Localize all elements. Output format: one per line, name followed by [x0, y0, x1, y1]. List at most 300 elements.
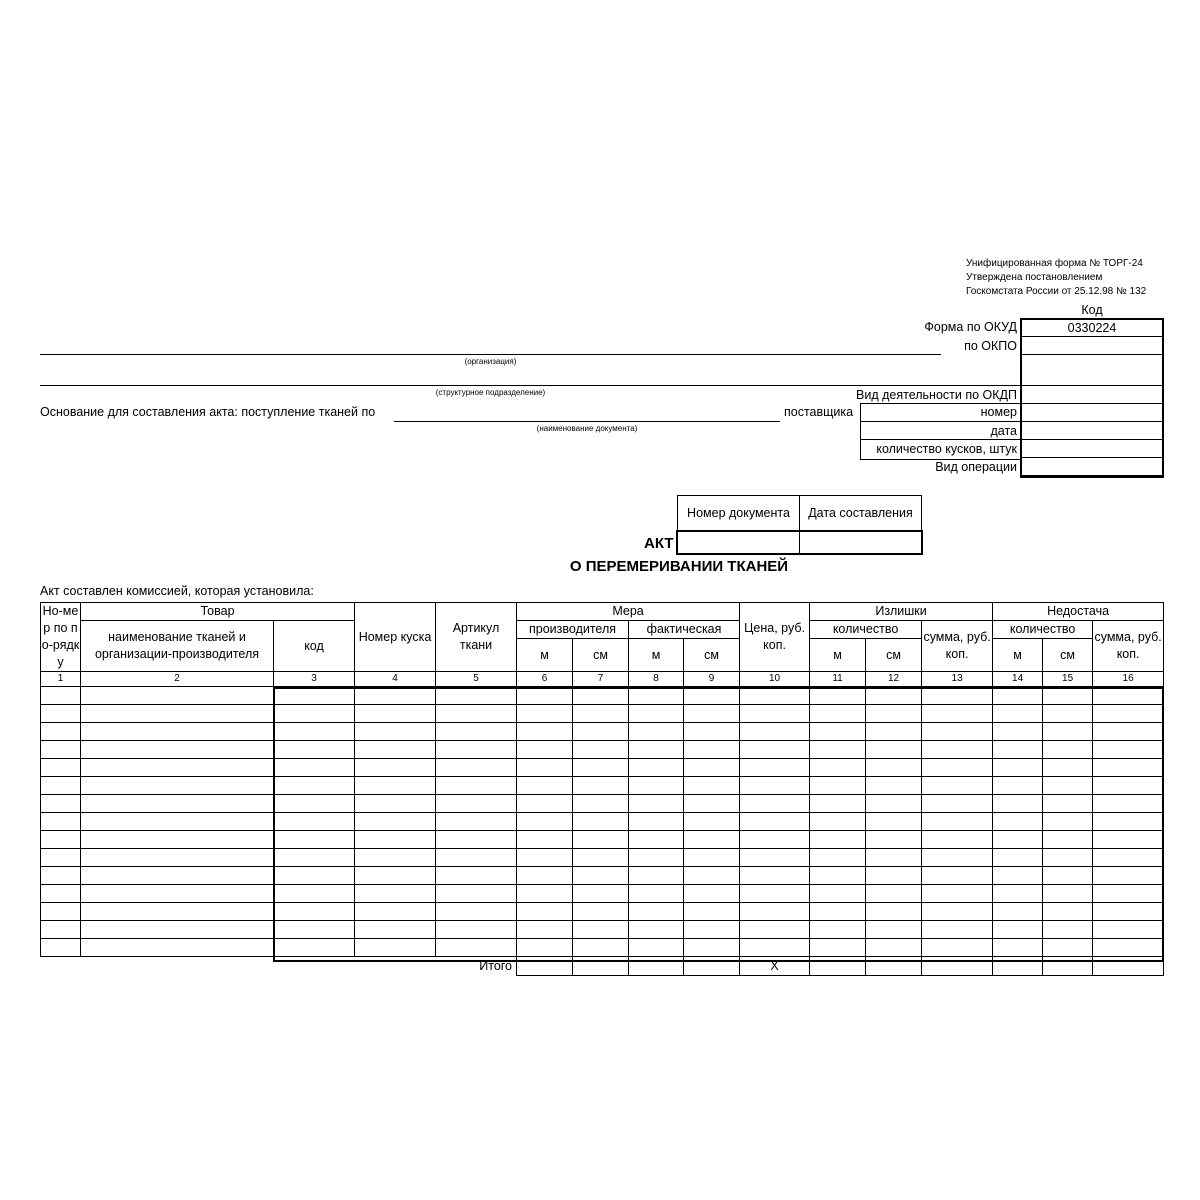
table-cell[interactable]: [810, 903, 866, 921]
table-cell[interactable]: [922, 831, 993, 849]
table-cell[interactable]: [684, 741, 740, 759]
date-code-cell[interactable]: [1022, 422, 1163, 440]
table-cell[interactable]: [810, 849, 866, 867]
table-cell[interactable]: [517, 813, 573, 831]
table-cell[interactable]: [684, 885, 740, 903]
total-cell[interactable]: [1093, 957, 1164, 976]
total-label: Итого: [479, 958, 513, 973]
table-cell[interactable]: [922, 885, 993, 903]
table-cell[interactable]: [993, 795, 1043, 813]
table-cell[interactable]: [573, 831, 629, 849]
total-spacer: [355, 957, 436, 976]
table-cell[interactable]: [274, 849, 355, 867]
table-cell[interactable]: [922, 741, 993, 759]
table-cell[interactable]: [866, 705, 922, 723]
doc-number-input[interactable]: [678, 532, 800, 554]
table-cell[interactable]: [517, 687, 573, 705]
table-cell[interactable]: [993, 885, 1043, 903]
table-cell[interactable]: [684, 813, 740, 831]
table-cell[interactable]: [573, 939, 629, 957]
table-cell[interactable]: [922, 849, 993, 867]
table-cell[interactable]: [922, 795, 993, 813]
table-cell[interactable]: [436, 705, 517, 723]
table-cell[interactable]: [573, 777, 629, 795]
supplier-divider-1: [860, 421, 1021, 422]
table-cell[interactable]: [866, 687, 922, 705]
table-cell[interactable]: [41, 813, 81, 831]
total-cell[interactable]: [1043, 957, 1093, 976]
table-cell[interactable]: [1093, 831, 1164, 849]
table-cell[interactable]: [810, 723, 866, 741]
table-cell[interactable]: [1093, 741, 1164, 759]
table-cell[interactable]: [1093, 723, 1164, 741]
table-cell[interactable]: [684, 687, 740, 705]
table-cell[interactable]: [573, 795, 629, 813]
table-cell[interactable]: [993, 921, 1043, 939]
table-cell[interactable]: [517, 705, 573, 723]
table-cell[interactable]: [1043, 795, 1093, 813]
table-cell[interactable]: [922, 687, 993, 705]
table-cell[interactable]: [41, 705, 81, 723]
pieces-label: количество кусков, штук: [876, 442, 1017, 456]
table-cell[interactable]: [274, 759, 355, 777]
table-cell[interactable]: [993, 903, 1043, 921]
table-cell[interactable]: [810, 885, 866, 903]
table-cell[interactable]: [810, 831, 866, 849]
table-cell[interactable]: [993, 723, 1043, 741]
table-cell[interactable]: [993, 939, 1043, 957]
table-cell[interactable]: [41, 867, 81, 885]
table-cell[interactable]: [684, 759, 740, 777]
table-cell[interactable]: [740, 705, 810, 723]
table-cell[interactable]: [740, 741, 810, 759]
table-cell[interactable]: [629, 759, 684, 777]
table-cell[interactable]: [355, 777, 436, 795]
table-cell[interactable]: [866, 741, 922, 759]
table-cell[interactable]: [866, 867, 922, 885]
table-cell[interactable]: [866, 849, 922, 867]
table-cell[interactable]: [1093, 759, 1164, 777]
table-cell[interactable]: [922, 903, 993, 921]
table-cell[interactable]: [993, 705, 1043, 723]
table-cell[interactable]: [629, 849, 684, 867]
table-cell[interactable]: [573, 867, 629, 885]
table-cell[interactable]: [573, 759, 629, 777]
table-cell[interactable]: [684, 903, 740, 921]
table-cell[interactable]: [81, 885, 274, 903]
col-shortage-header: Недостача: [993, 603, 1164, 621]
table-cell[interactable]: [41, 741, 81, 759]
table-cell[interactable]: [684, 867, 740, 885]
col-shortage-qty-header: количество: [993, 621, 1093, 639]
table-cell[interactable]: [81, 831, 274, 849]
table-cell[interactable]: [684, 705, 740, 723]
table-cell[interactable]: [573, 849, 629, 867]
table-cell[interactable]: [1043, 813, 1093, 831]
table-cell[interactable]: [1093, 813, 1164, 831]
table-cell[interactable]: [810, 921, 866, 939]
table-cell[interactable]: [866, 723, 922, 741]
table-cell[interactable]: [1043, 885, 1093, 903]
table-row: [41, 723, 1164, 741]
col-number: 10: [740, 672, 810, 687]
table-cell[interactable]: [517, 759, 573, 777]
table-cell[interactable]: [274, 867, 355, 885]
table-cell[interactable]: [810, 777, 866, 795]
division-line[interactable]: [40, 385, 1021, 386]
okdp-code-cell[interactable]: [1022, 386, 1163, 404]
table-cell[interactable]: [629, 741, 684, 759]
table-cell[interactable]: [684, 795, 740, 813]
table-cell[interactable]: [629, 867, 684, 885]
table-cell[interactable]: [274, 741, 355, 759]
table-cell[interactable]: [922, 813, 993, 831]
total-spacer: [41, 957, 81, 976]
table-cell[interactable]: [993, 867, 1043, 885]
table-cell[interactable]: [436, 831, 517, 849]
unit-m: м: [517, 639, 573, 672]
table-cell[interactable]: [740, 723, 810, 741]
table-cell[interactable]: [866, 831, 922, 849]
table-cell[interactable]: [866, 759, 922, 777]
table-cell[interactable]: [436, 867, 517, 885]
table-cell[interactable]: [355, 795, 436, 813]
table-cell[interactable]: [810, 867, 866, 885]
table-cell[interactable]: [81, 939, 274, 957]
table-cell[interactable]: [41, 831, 81, 849]
table-cell[interactable]: [922, 777, 993, 795]
table-cell[interactable]: [993, 741, 1043, 759]
col-number: 2: [81, 672, 274, 687]
total-spacer: [274, 957, 355, 976]
table-cell[interactable]: [41, 687, 81, 705]
table-cell[interactable]: [81, 705, 274, 723]
table-cell[interactable]: [355, 903, 436, 921]
table-cell[interactable]: [993, 813, 1043, 831]
table-cell[interactable]: [1043, 867, 1093, 885]
table-cell[interactable]: [436, 939, 517, 957]
table-cell[interactable]: [517, 741, 573, 759]
table-cell[interactable]: [41, 759, 81, 777]
table-cell[interactable]: [436, 849, 517, 867]
table-cell[interactable]: [684, 831, 740, 849]
code-box: [1021, 301, 1163, 476]
table-cell[interactable]: [517, 795, 573, 813]
table-cell[interactable]: [684, 939, 740, 957]
table-cell[interactable]: [517, 921, 573, 939]
okpo-code-cell-2[interactable]: [1022, 355, 1163, 386]
table-cell[interactable]: [740, 687, 810, 705]
organization-line[interactable]: [40, 354, 941, 355]
table-cell[interactable]: [41, 795, 81, 813]
okud-code-cell[interactable]: 0330224: [1022, 319, 1163, 337]
document-name-caption: (наименование документа): [536, 424, 638, 433]
table-cell[interactable]: [629, 687, 684, 705]
table-cell[interactable]: [684, 723, 740, 741]
table-cell[interactable]: [274, 831, 355, 849]
table-cell[interactable]: [1093, 849, 1164, 867]
table-cell[interactable]: [1043, 687, 1093, 705]
table-cell[interactable]: [81, 849, 274, 867]
table-cell[interactable]: [740, 849, 810, 867]
table-cell[interactable]: [274, 903, 355, 921]
table-cell[interactable]: [573, 687, 629, 705]
table-cell[interactable]: [740, 759, 810, 777]
total-cell[interactable]: [517, 957, 573, 976]
col-producer-header: производителя: [517, 621, 629, 639]
table-cell[interactable]: [436, 741, 517, 759]
table-cell[interactable]: [1093, 885, 1164, 903]
table-cell[interactable]: [810, 795, 866, 813]
table-cell[interactable]: [684, 849, 740, 867]
table-cell[interactable]: [41, 777, 81, 795]
supplier-divider-2: [860, 439, 1021, 440]
table-cell[interactable]: [866, 777, 922, 795]
table-cell[interactable]: [1043, 831, 1093, 849]
table-cell[interactable]: [1043, 903, 1093, 921]
table-cell[interactable]: [740, 795, 810, 813]
table-cell[interactable]: [573, 705, 629, 723]
table-cell[interactable]: [629, 777, 684, 795]
doc-date-input[interactable]: [800, 532, 922, 554]
table-cell[interactable]: [993, 687, 1043, 705]
table-cell[interactable]: [810, 813, 866, 831]
table-cell[interactable]: [274, 777, 355, 795]
table-cell[interactable]: [41, 885, 81, 903]
total-cell[interactable]: [684, 957, 740, 976]
table-cell[interactable]: [866, 939, 922, 957]
table-cell[interactable]: [517, 939, 573, 957]
table-cell[interactable]: [274, 705, 355, 723]
table-cell[interactable]: [1043, 705, 1093, 723]
table-cell[interactable]: [740, 831, 810, 849]
table-cell[interactable]: [436, 777, 517, 795]
doc-number-header: Номер документа: [678, 496, 800, 532]
table-cell[interactable]: [436, 813, 517, 831]
table-cell[interactable]: [1093, 705, 1164, 723]
table-cell[interactable]: [629, 921, 684, 939]
okpo-label: по ОКПО: [964, 339, 1017, 353]
table-cell[interactable]: [573, 885, 629, 903]
kod-header: Код: [1022, 301, 1163, 319]
table-cell[interactable]: [436, 723, 517, 741]
table-cell[interactable]: [922, 939, 993, 957]
table-cell[interactable]: [629, 939, 684, 957]
table-cell[interactable]: [629, 885, 684, 903]
table-cell[interactable]: [1093, 777, 1164, 795]
table-cell[interactable]: [810, 741, 866, 759]
table-cell[interactable]: [355, 849, 436, 867]
col-number: 4: [355, 672, 436, 687]
total-cell[interactable]: [810, 957, 866, 976]
table-cell[interactable]: [810, 759, 866, 777]
total-cell[interactable]: [993, 957, 1043, 976]
table-cell[interactable]: [81, 687, 274, 705]
table-cell[interactable]: [274, 813, 355, 831]
table-cell[interactable]: [866, 903, 922, 921]
table-cell[interactable]: [629, 831, 684, 849]
table-cell[interactable]: [355, 723, 436, 741]
table-cell[interactable]: [629, 723, 684, 741]
total-x-mark: X: [740, 957, 810, 976]
table-cell[interactable]: [573, 921, 629, 939]
table-cell[interactable]: [993, 849, 1043, 867]
table-cell[interactable]: [436, 903, 517, 921]
table-cell[interactable]: [922, 921, 993, 939]
table-cell[interactable]: [355, 831, 436, 849]
table-cell[interactable]: [1093, 795, 1164, 813]
table-cell[interactable]: [1043, 849, 1093, 867]
table-cell[interactable]: [355, 687, 436, 705]
table-cell[interactable]: [922, 705, 993, 723]
table-row: [41, 705, 1164, 723]
table-cell[interactable]: [866, 795, 922, 813]
table-cell[interactable]: [810, 687, 866, 705]
table-cell[interactable]: [1043, 759, 1093, 777]
table-cell[interactable]: [41, 921, 81, 939]
table-cell[interactable]: [355, 741, 436, 759]
table-cell[interactable]: [1043, 939, 1093, 957]
col-number: 15: [1043, 672, 1093, 687]
table-cell[interactable]: [866, 921, 922, 939]
table-cell[interactable]: [436, 795, 517, 813]
okud-label: Форма по ОКУД: [924, 320, 1017, 334]
table-cell[interactable]: [573, 903, 629, 921]
table-cell[interactable]: [81, 867, 274, 885]
table-cell[interactable]: [81, 723, 274, 741]
total-spacer: [81, 957, 274, 976]
table-cell[interactable]: [573, 723, 629, 741]
document-name-line[interactable]: [394, 421, 780, 422]
table-row: [41, 831, 1164, 849]
table-cell[interactable]: [740, 921, 810, 939]
table-cell[interactable]: [517, 831, 573, 849]
table-cell[interactable]: [866, 813, 922, 831]
table-cell[interactable]: [517, 903, 573, 921]
table-cell[interactable]: [436, 885, 517, 903]
table-cell[interactable]: [274, 795, 355, 813]
col-article-header: Артикул ткани: [436, 603, 517, 672]
table-cell[interactable]: [436, 921, 517, 939]
table-cell[interactable]: [993, 831, 1043, 849]
table-cell[interactable]: [810, 939, 866, 957]
table-cell[interactable]: [922, 723, 993, 741]
table-cell[interactable]: [573, 813, 629, 831]
table-cell[interactable]: [922, 867, 993, 885]
approved-line-2: Госкомстата России от 25.12.98 № 132: [966, 286, 1147, 297]
act-doc-table: [677, 495, 922, 554]
table-cell[interactable]: [81, 795, 274, 813]
table-cell[interactable]: [993, 759, 1043, 777]
col-surplus-sum-header: сумма, руб. коп.: [922, 621, 993, 672]
table-cell[interactable]: [274, 885, 355, 903]
table-cell[interactable]: [81, 777, 274, 795]
table-row: [41, 867, 1164, 885]
table-cell[interactable]: [629, 903, 684, 921]
table-cell[interactable]: [1043, 741, 1093, 759]
table-cell[interactable]: [81, 741, 274, 759]
table-cell[interactable]: [355, 705, 436, 723]
table-cell[interactable]: [993, 777, 1043, 795]
operation-code-cell[interactable]: [1022, 458, 1163, 476]
table-cell[interactable]: [274, 921, 355, 939]
table-cell[interactable]: [41, 849, 81, 867]
table-cell[interactable]: [41, 903, 81, 921]
table-cell[interactable]: [81, 813, 274, 831]
table-cell[interactable]: [740, 777, 810, 795]
table-cell[interactable]: [355, 813, 436, 831]
table-cell[interactable]: [1093, 939, 1164, 957]
total-cell[interactable]: [866, 957, 922, 976]
table-cell[interactable]: [740, 939, 810, 957]
table-cell[interactable]: [810, 705, 866, 723]
col-number: 8: [629, 672, 684, 687]
table-cell[interactable]: [629, 813, 684, 831]
total-cell[interactable]: [629, 957, 684, 976]
total-cell[interactable]: [573, 957, 629, 976]
table-cell[interactable]: [436, 687, 517, 705]
table-cell[interactable]: [517, 885, 573, 903]
table-cell[interactable]: [1043, 777, 1093, 795]
table-cell[interactable]: [1093, 903, 1164, 921]
table-cell[interactable]: [274, 687, 355, 705]
table-cell[interactable]: [517, 777, 573, 795]
table-cell[interactable]: [81, 759, 274, 777]
table-cell[interactable]: [1043, 723, 1093, 741]
table-cell[interactable]: [684, 777, 740, 795]
table-cell[interactable]: [629, 705, 684, 723]
table-cell[interactable]: [355, 939, 436, 957]
table-cell[interactable]: [1093, 921, 1164, 939]
table-cell[interactable]: [81, 921, 274, 939]
unit-m: м: [810, 639, 866, 672]
table-cell[interactable]: [740, 867, 810, 885]
table-cell[interactable]: [517, 849, 573, 867]
table-cell[interactable]: [629, 795, 684, 813]
table-cell[interactable]: [740, 813, 810, 831]
table-cell[interactable]: [355, 921, 436, 939]
table-cell[interactable]: [517, 867, 573, 885]
table-cell[interactable]: [1093, 687, 1164, 705]
table-cell[interactable]: [355, 867, 436, 885]
table-cell[interactable]: [866, 885, 922, 903]
table-cell[interactable]: [1093, 867, 1164, 885]
table-cell[interactable]: [517, 723, 573, 741]
table-cell[interactable]: [41, 723, 81, 741]
table-cell[interactable]: [81, 903, 274, 921]
col-num-header: Но-мер по по-рядку: [41, 603, 81, 672]
table-row: [41, 777, 1164, 795]
table-cell[interactable]: [922, 759, 993, 777]
table-cell[interactable]: [436, 759, 517, 777]
table-cell[interactable]: [740, 885, 810, 903]
okpo-code-cell[interactable]: [1022, 337, 1163, 355]
table-cell[interactable]: [740, 903, 810, 921]
table-cell[interactable]: [355, 885, 436, 903]
pieces-code-cell[interactable]: [1022, 440, 1163, 458]
table-cell[interactable]: [684, 921, 740, 939]
table-cell[interactable]: [274, 939, 355, 957]
unit-m: м: [993, 639, 1043, 672]
table-cell[interactable]: [355, 759, 436, 777]
table-cell[interactable]: [274, 723, 355, 741]
number-code-cell[interactable]: [1022, 404, 1163, 422]
table-cell[interactable]: [573, 741, 629, 759]
doc-date-header: Дата составления: [800, 496, 922, 532]
total-cell[interactable]: [922, 957, 993, 976]
table-cell[interactable]: [41, 939, 81, 957]
table-cell[interactable]: [1043, 921, 1093, 939]
